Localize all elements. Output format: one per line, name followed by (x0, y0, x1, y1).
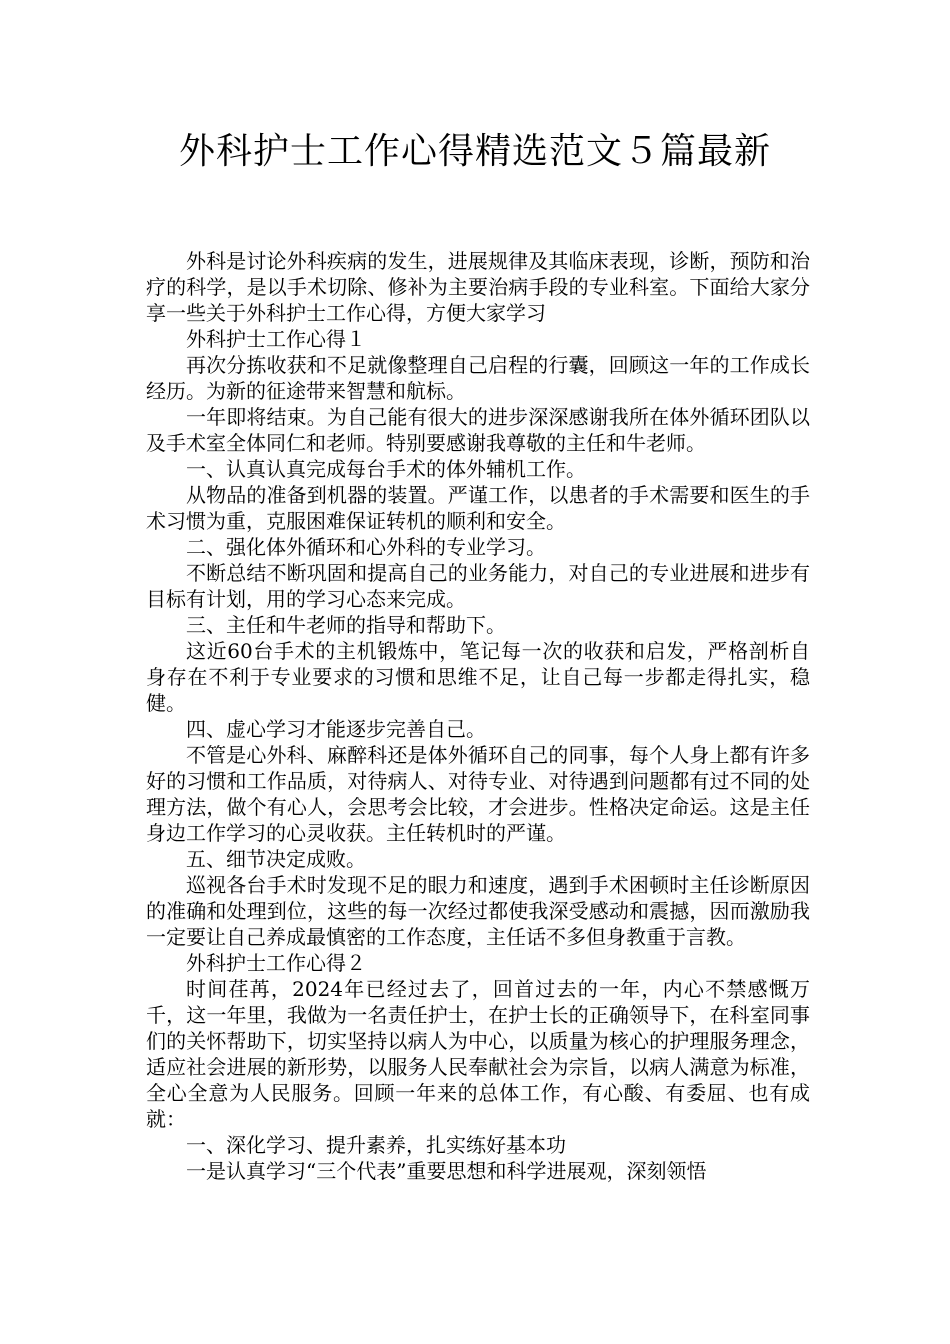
paragraph: 这近60台手术的主机锻炼中，笔记每一次的收获和启发，严格剖析自身存在不利于专业要求的习惯和思维不足，让自己每一步都走得扎实，稳健。 (146, 639, 810, 715)
subheading: 一、认真认真完成每台手术的体外辅机工作。 (186, 457, 586, 481)
paragraph: 不管是心外科、麻醉科还是体外循环自己的同事，每个人身上都有许多好的习惯和工作品质，对待病人、对待专业、对待遇到问题都有过不同的处理方法，做个有心人，会思考会比较，才会进步。性格决定命运。这是主任身边工作学习的心灵收获。主任转机时的严谨。 (146, 743, 810, 845)
subheading: 四、虚心学习才能逐步完善自己。 (186, 717, 486, 741)
paragraph: 不断总结不断巩固和提高自己的业务能力，对自己的专业进展和进步有目标有计划，用的学习心态来完成。 (146, 561, 810, 611)
subheading: 二、强化体外循环和心外科的专业学习。 (186, 535, 546, 559)
subheading: 一、深化学习、提升素养，扎实练好基本功 (186, 1133, 566, 1157)
paragraph: 巡视各台手术时发现不足的眼力和速度，遇到手术困顿时主任诊断原因的准确和处理到位，这些的每一次经过都使我深受感动和震撼，因而激励我一定要让自己养成最慎密的工作态度，主任话不多但身教重于言教。 (146, 873, 810, 949)
paragraph: 再次分拣收获和不足就像整理自己启程的行囊，回顾这一年的工作成长经历。为新的征途带来智慧和航标。 (146, 353, 810, 403)
paragraph: 一年即将结束。为自己能有很大的进步深深感谢我所在体外循环团队以及手术室全体同仁和老师。特别要感谢我尊敬的主任和牛老师。 (146, 405, 810, 455)
document-title: 外科护士工作心得精选范文５篇最新 (178, 131, 771, 172)
section-heading-1: 外科护士工作心得１ (186, 327, 366, 351)
paragraph: 从物品的准备到机器的装置。严谨工作，以患者的手术需要和医生的手术习惯为重，克服困难保证转机的顺利和安全。 (146, 483, 810, 533)
paragraph-intro: 外科是讨论外科疾病的发生，进展规律及其临床表现，诊断，预防和治疗的科学，是以手术切除、修补为主要治病手段的专业科室。下面给大家分享一些关于外科护士工作心得，方便大家学习 (146, 249, 810, 325)
paragraph: 时间荏苒，2024年已经过去了，回首过去的一年，内心不禁感慨万千，这一年里，我做为一名责任护士，在护士长的正确领导下，在科室同事们的关怀帮助下，切实坚持以病人为中心，以质量为核心的护理服务理念，适应社会进展的新形势，以服务人民奉献社会为宗旨，以病人满意为标准，全心全意为人民服务。回顾一年来的总体工作，有心酸、有委屈、也有成就： (146, 977, 810, 1131)
section-heading-2: 外科护士工作心得２ (186, 951, 366, 975)
subheading: 三、主任和牛老师的指导和帮助下。 (186, 613, 506, 637)
document-body (146, 248, 810, 1184)
subheading: 五、细节决定成败。 (186, 847, 366, 871)
paragraph: 一是认真学习“三个代表”重要思想和科学进展观，深刻领悟 (186, 1159, 707, 1183)
